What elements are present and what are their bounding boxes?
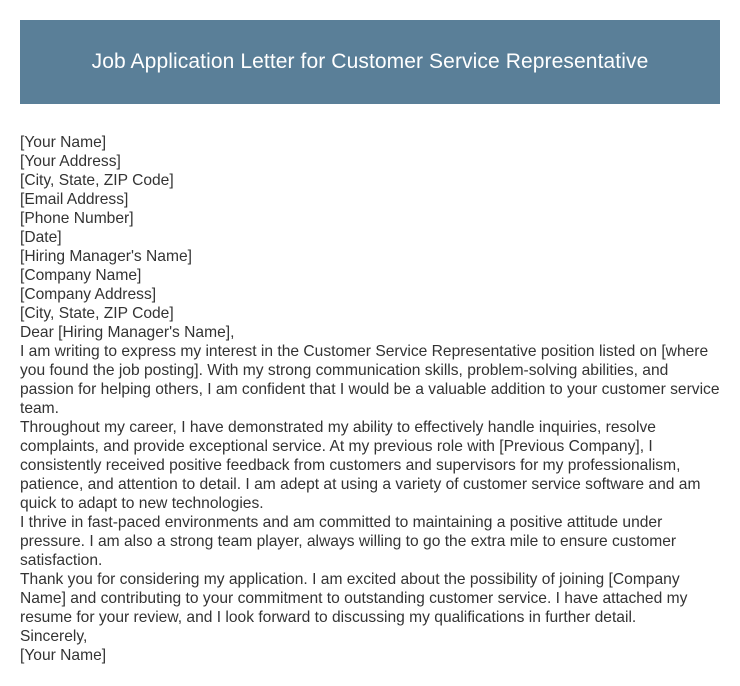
sender-city-state-zip: [City, State, ZIP Code] bbox=[20, 172, 174, 189]
letter-date: [Date] bbox=[20, 229, 62, 246]
recipient-company-address: [Company Address] bbox=[20, 286, 157, 303]
salutation: Dear [Hiring Manager's Name], bbox=[20, 324, 235, 341]
letter-body bbox=[20, 133, 725, 665]
sender-phone: [Phone Number] bbox=[20, 210, 134, 227]
page-title: Job Application Letter for Customer Service Representative bbox=[91, 50, 649, 73]
page-header bbox=[20, 20, 720, 104]
sender-address: [Your Address] bbox=[20, 153, 121, 170]
sender-name: [Your Name] bbox=[20, 134, 107, 151]
paragraph-strengths: I thrive in fast-paced environments and am committed to maintaining a positive attitude under pressure. I am also a strong team player, always willing to go the extra mile to ensure customer satisfaction. bbox=[20, 514, 677, 569]
paragraph-closing: Thank you for considering my application. I am excited about the possibility of joining [Company Name] and contributing to your commitment to outstanding customer service. I have attached my resume for your review, and I look forward to discussing my qualifications in further detail. bbox=[20, 571, 688, 626]
sender-email: [Email Address] bbox=[20, 191, 129, 208]
paragraph-intro: I am writing to express my interest in the Customer Service Representative position listed on [where you found the job posting]. With my strong communication skills, problem-solving abilities, and passion for helping others, I am confident that I would be a valuable addition to your customer service team. bbox=[20, 343, 720, 417]
signature: [Your Name] bbox=[20, 647, 107, 664]
paragraph-experience: Throughout my career, I have demonstrated my ability to effectively handle inquiries, resolve complaints, and provide exceptional service. At my previous role with [Previous Company], I consistently received positive feedback from customers and supervisors for my professionalism, patience, and attention to detail. I am adept at using a variety of customer service software and am quick to adapt to new technologies. bbox=[20, 419, 701, 512]
closing: Sincerely, bbox=[20, 628, 88, 645]
recipient-city-state-zip: [City, State, ZIP Code] bbox=[20, 305, 174, 322]
recipient-manager-name: [Hiring Manager's Name] bbox=[20, 248, 192, 265]
recipient-company-name: [Company Name] bbox=[20, 267, 142, 284]
